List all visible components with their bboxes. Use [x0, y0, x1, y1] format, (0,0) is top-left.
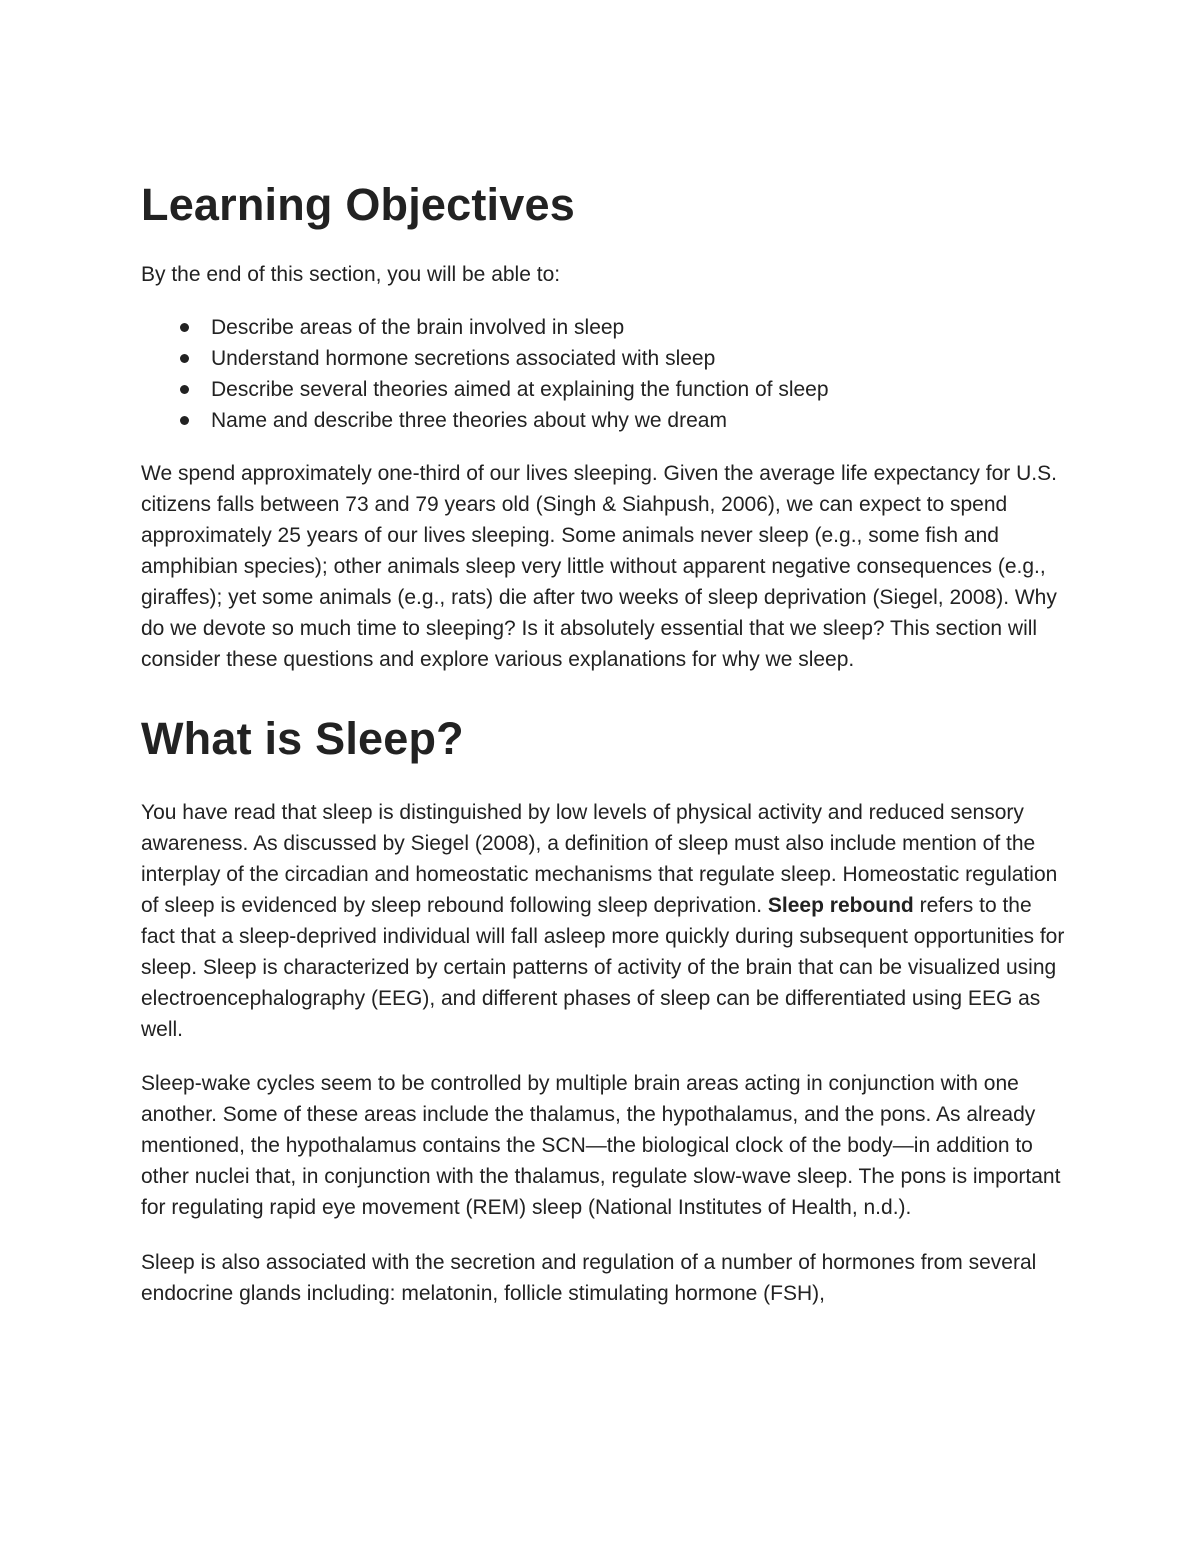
paragraph-text: refers to the fact that a sleep-deprived individual will fall asleep more quickly during subsequent opportunities for sleep. Sleep is characterized by certain patterns of activity of the brain that can be visualized using electroencephalography (EEG), and different phases of sleep can be differentiated using EEG as well.: [141, 894, 1065, 1041]
bullet-icon: [180, 385, 189, 394]
heading-learning-objectives: Learning Objectives: [141, 179, 575, 230]
paragraph-hormones: Sleep is also associated with the secretion and regulation of a number of hormones from several endocrine glands including: melatonin, follicle stimulating hormone (FSH),: [141, 1251, 1037, 1305]
paragraph-sleep-duration: We spend approximately one-third of our lives sleeping. Given the average life expectancy for U.S. citizens falls between 73 and 79 years old (Singh & Siahpush, 2006), we can expect to spend approximately 25 years of our lives sleeping. Some animals never sleep (e.g., some fish and amphibian species); other animals sleep very little without apparent negative consequences (e.g., giraffes); yet some animals (e.g., rats) die after two weeks of sleep deprivation (Siegel, 2008). Why do we devote so much time to sleeping? Is it absolutely essential that we sleep? This section will consider these questions and explore various explanations for why we sleep.: [141, 462, 1057, 671]
objective-text: Describe areas of the brain involved in sleep: [211, 316, 625, 339]
bullet-icon: [180, 323, 189, 332]
list-item: [141, 374, 1071, 405]
objective-text: Name and describe three theories about why we dream: [211, 409, 727, 432]
list-item: [141, 343, 1071, 374]
bullet-icon: [180, 354, 189, 363]
objectives-list: [141, 312, 1071, 436]
list-item: [141, 405, 1071, 436]
intro-text: By the end of this section, you will be able to:: [141, 263, 561, 286]
document-page: [141, 172, 1071, 1309]
paragraph-brain-areas: Sleep-wake cycles seem to be controlled by multiple brain areas acting in conjunction with one another. Some of these areas include the thalamus, the hypothalamus, and the pons. As already mentioned, the hypothalamus contains the SCN—the biological clock of the body—in addition to other nuclei that, in conjunction with the thalamus, regulate slow-wave sleep. The pons is important for regulating rapid eye movement (REM) sleep (National Institutes of Health, n.d.).: [141, 1072, 1061, 1219]
objective-text: Understand hormone secretions associated with sleep: [211, 347, 716, 370]
bullet-icon: [180, 416, 189, 425]
heading-what-is-sleep: What is Sleep?: [141, 713, 464, 764]
paragraph-text: You have read that sleep is distinguished by low levels of physical activity and reduced sensory awareness. As discussed by Siegel (2008), a definition of sleep must also include mention of the interplay of the circadian and homeostatic mechanisms that regulate sleep. Homeostatic regulation of sleep is evidenced by sleep rebound following sleep deprivation.: [141, 801, 1058, 917]
paragraph-sleep-definition: [141, 797, 1071, 1045]
objective-text: Describe several theories aimed at explaining the function of sleep: [211, 378, 829, 401]
term-sleep-rebound: Sleep rebound: [767, 894, 914, 917]
list-item: [141, 312, 1071, 343]
